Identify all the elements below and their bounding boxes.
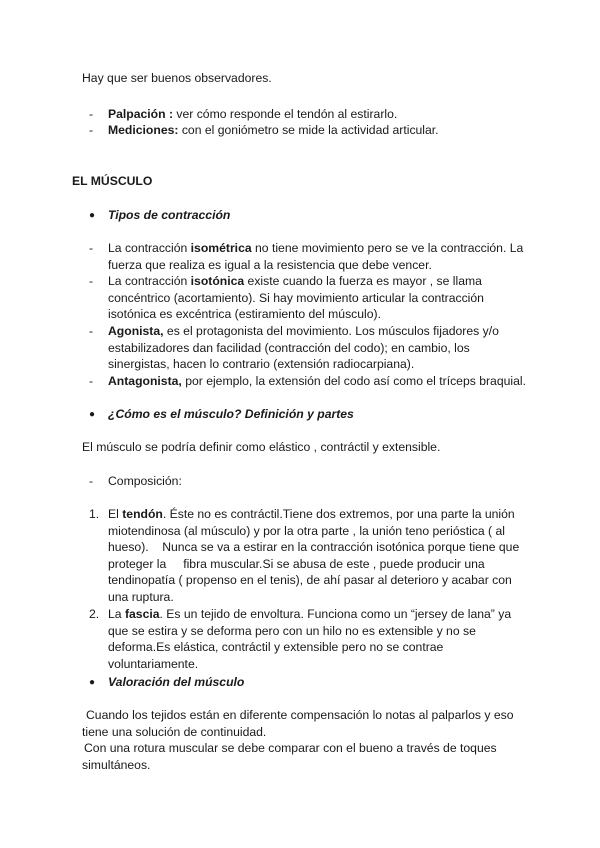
text-span: por ejemplo, la extensión del codo así como el tríceps braquial. <box>181 374 526 388</box>
bullet-marker: ● <box>89 409 96 420</box>
term-fascia: fascia <box>124 607 160 621</box>
term-tendon: tendón <box>122 507 163 521</box>
text-span: . Es un tejido de envoltura. Funciona como un “jersey de lana” ya que se estira y se deforma pero con un hilo no es extensible y no se deforma.Es elástica, contráctil y extensible pero no se contrae voluntariamente. <box>108 607 512 671</box>
text-span: no tiene movimiento pero se ve la contracción. La fuerza que realiza es igual a la resistencia que debe vencer. <box>108 241 524 272</box>
item-isotonica <box>108 273 528 323</box>
number-marker: 2. <box>89 607 100 621</box>
composicion-label: Composición: <box>108 474 182 488</box>
term-palpacion: Palpación : <box>108 107 174 121</box>
valoracion-paragraph-2: Con una rotura muscular se debe comparar con el bueno a través de toques simultáneos. <box>82 741 497 772</box>
dash-marker: - <box>89 474 94 488</box>
valoracion-paragraph-1: Cuando los tejidos están en diferente compensación lo notas al palparlos y eso tiene una solución de continuidad. <box>82 708 514 739</box>
dash-marker: - <box>89 107 94 121</box>
dash-marker: - <box>89 324 94 338</box>
bullet-marker: ● <box>89 677 96 688</box>
term-isotonica: isotónica <box>190 274 245 288</box>
dash-marker: - <box>89 374 94 388</box>
section-heading: EL MÚSCULO <box>72 174 153 188</box>
text-span: La contracción <box>108 274 191 288</box>
text-span: existe cuando la fuerza es mayor , se llama concéntrico (acortamiento). Si hay movimiento articular la contracción isotónica es excéntrica (estiramiento del músculo). <box>108 274 484 322</box>
list-item-mediciones <box>108 122 528 139</box>
item-isometrica <box>108 240 528 273</box>
subheading-valoracion: Valoración del músculo <box>108 675 245 689</box>
dash-marker: - <box>89 123 94 137</box>
mediciones-text: con el goniómetro se mide la actividad articular. <box>178 123 439 137</box>
item-fascia <box>108 606 528 672</box>
definition-line: El músculo se podría definir como elástico , contráctil y extensible. <box>82 440 441 454</box>
text-span: El <box>108 507 123 521</box>
intro-line: Hay que ser buenos observadores. <box>82 71 272 85</box>
text-span: La contracción <box>108 241 191 255</box>
text-span: . Éste no es contráctil.Tiene dos extremos, por una parte la unión miotendinosa (al músculo) y por la otra parte , la unión teno perióstica ( al hueso). Nunca se va a estirar en la contracción isotónica porque tiene que proteger la fibra muscular.Si se abusa de este , puede producir una tendinopatía ( propenso en el tenis), de ahí pasar al deterioro y acabar con una ruptura. <box>108 507 523 604</box>
term-isometrica: isométrica <box>190 241 252 255</box>
term-agonista: Agonista, <box>108 324 164 338</box>
item-agonista <box>108 323 528 373</box>
dash-marker: - <box>89 274 94 288</box>
item-antagonista <box>108 373 528 390</box>
subheading-tipos: Tipos de contracción <box>108 208 231 222</box>
text-span: es el protagonista del movimiento. Los músculos fijadores y/o estabilizadores dan facilidad (contracción del codo); en cambio, los sinergistas, hacen lo contrario (extensión radiocarpiana). <box>108 324 499 372</box>
palpacion-text: ver cómo responde el tendón al estirarlo. <box>173 107 398 121</box>
item-tendon <box>108 506 528 606</box>
list-item-palpacion <box>108 106 528 123</box>
dash-marker: - <box>89 241 94 255</box>
term-mediciones: Mediciones: <box>108 123 179 137</box>
text-span: La <box>108 607 125 621</box>
bullet-marker: ● <box>89 210 96 221</box>
subheading-definicion: ¿Cómo es el músculo? Definición y partes <box>108 407 354 421</box>
number-marker: 1. <box>89 507 100 521</box>
term-antagonista: Antagonista, <box>108 374 182 388</box>
